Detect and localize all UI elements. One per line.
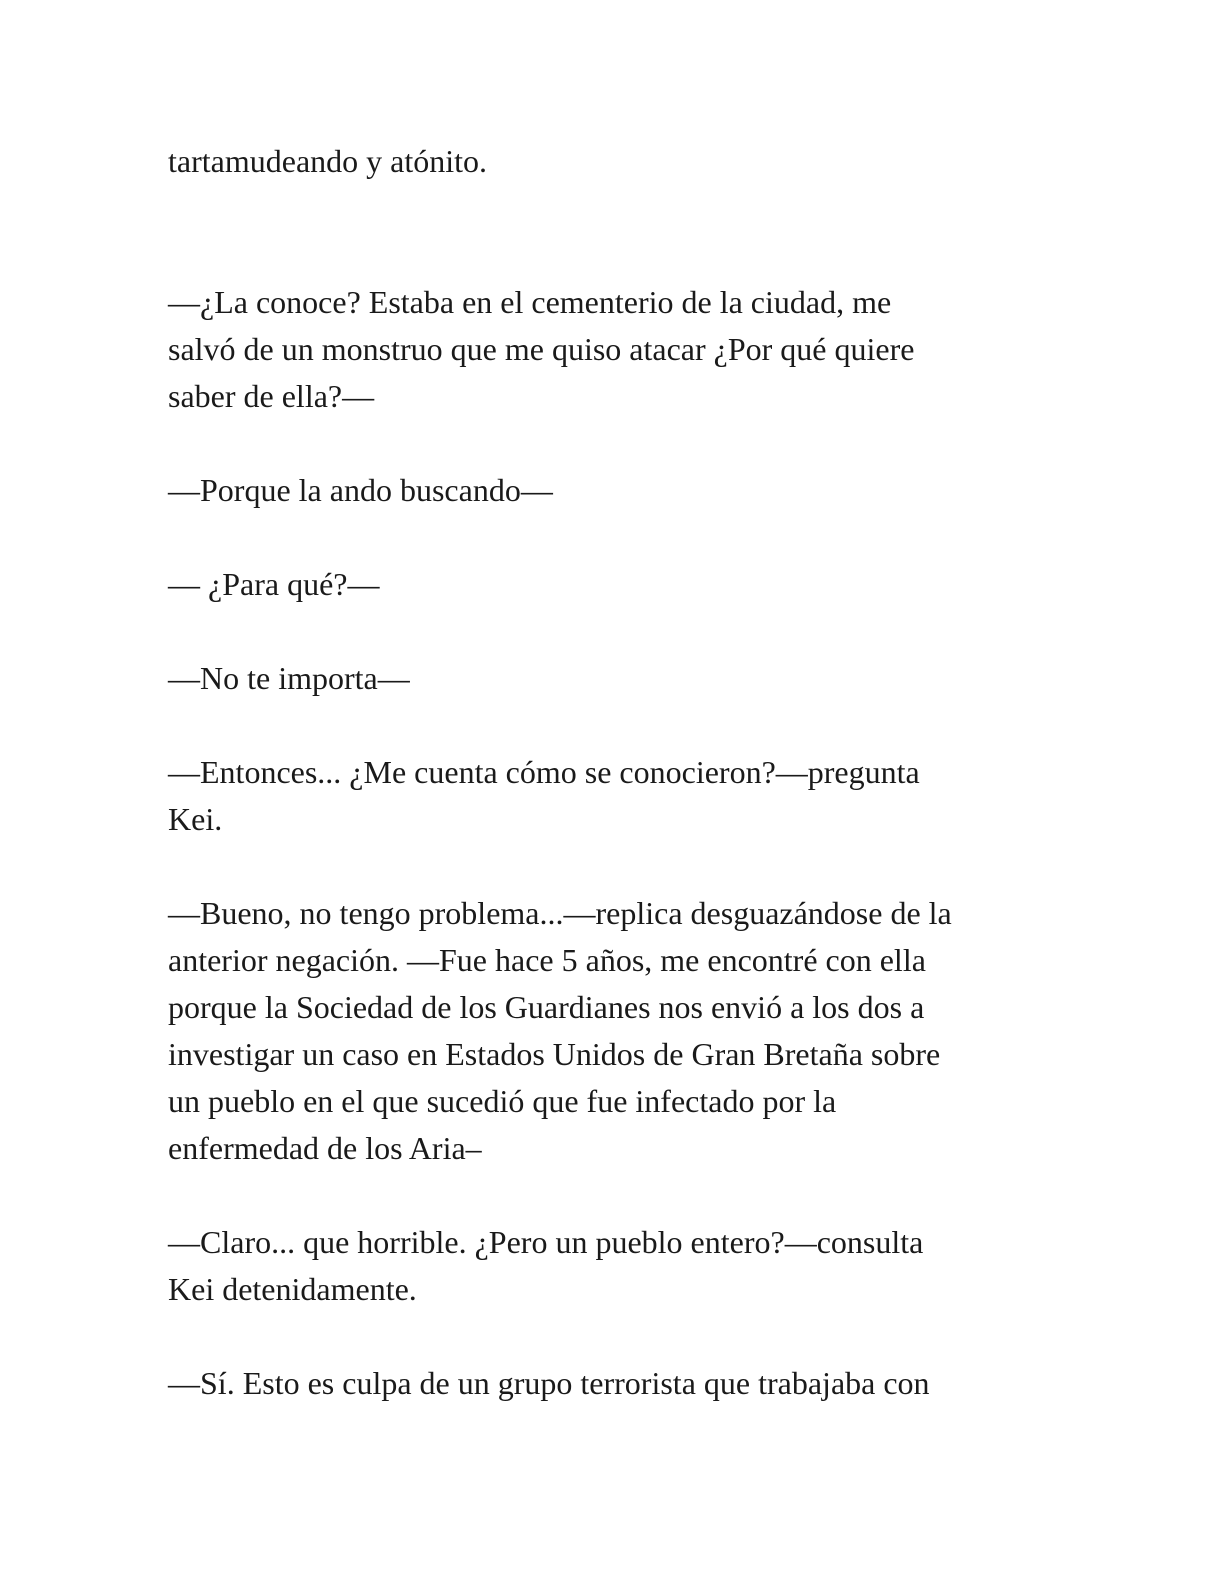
paragraph	[168, 1219, 1068, 1313]
text-line: salvó de un monstruo que me quiso atacar ¿Por qué quiere	[168, 331, 915, 367]
text-line: un pueblo en el que sucedió que fue infectado por la	[168, 1083, 837, 1119]
paragraph-spacer	[168, 420, 1068, 467]
text-line: Kei detenidamente.	[168, 1271, 417, 1307]
paragraph-spacer	[168, 608, 1068, 655]
text-line: investigar un caso en Estados Unidos de Gran Bretaña sobre	[168, 1036, 941, 1072]
paragraph	[168, 467, 1068, 514]
body-text	[168, 138, 1068, 1407]
text-line: — ¿Para qué?—	[168, 566, 380, 602]
text-line: —Entonces... ¿Me cuenta cómo se conocieron?—pregunta	[168, 754, 920, 790]
paragraph	[168, 655, 1068, 702]
paragraph-spacer	[168, 843, 1068, 890]
text-line: tartamudeando y atónito.	[168, 143, 488, 179]
text-line: porque la Sociedad de los Guardianes nos envió a los dos a	[168, 989, 925, 1025]
paragraph-spacer	[168, 1313, 1068, 1360]
text-line: saber de ella?—	[168, 378, 375, 414]
paragraph	[168, 561, 1068, 608]
paragraph-spacer	[168, 185, 1068, 279]
paragraph	[168, 890, 1068, 1172]
text-line: —Bueno, no tengo problema...—replica desguazándose de la	[168, 895, 952, 931]
text-line: —Porque la ando buscando—	[168, 472, 553, 508]
text-line: —No te importa—	[168, 660, 410, 696]
paragraph	[168, 279, 1068, 420]
text-line: —¿La conoce? Estaba en el cementerio de la ciudad, me	[168, 284, 892, 320]
text-line: —Sí. Esto es culpa de un grupo terrorista que trabajaba con	[168, 1365, 930, 1401]
paragraph-spacer	[168, 514, 1068, 561]
text-line: enfermedad de los Aria–	[168, 1130, 482, 1166]
text-line: —Claro... que horrible. ¿Pero un pueblo entero?—consulta	[168, 1224, 924, 1260]
text-line: anterior negación. —Fue hace 5 años, me encontré con ella	[168, 942, 926, 978]
text-line: Kei.	[168, 801, 223, 837]
paragraph-spacer	[168, 702, 1068, 749]
paragraph	[168, 749, 1068, 843]
paragraph-spacer	[168, 1172, 1068, 1219]
paragraph	[168, 1360, 1068, 1407]
paragraph	[168, 138, 1068, 185]
